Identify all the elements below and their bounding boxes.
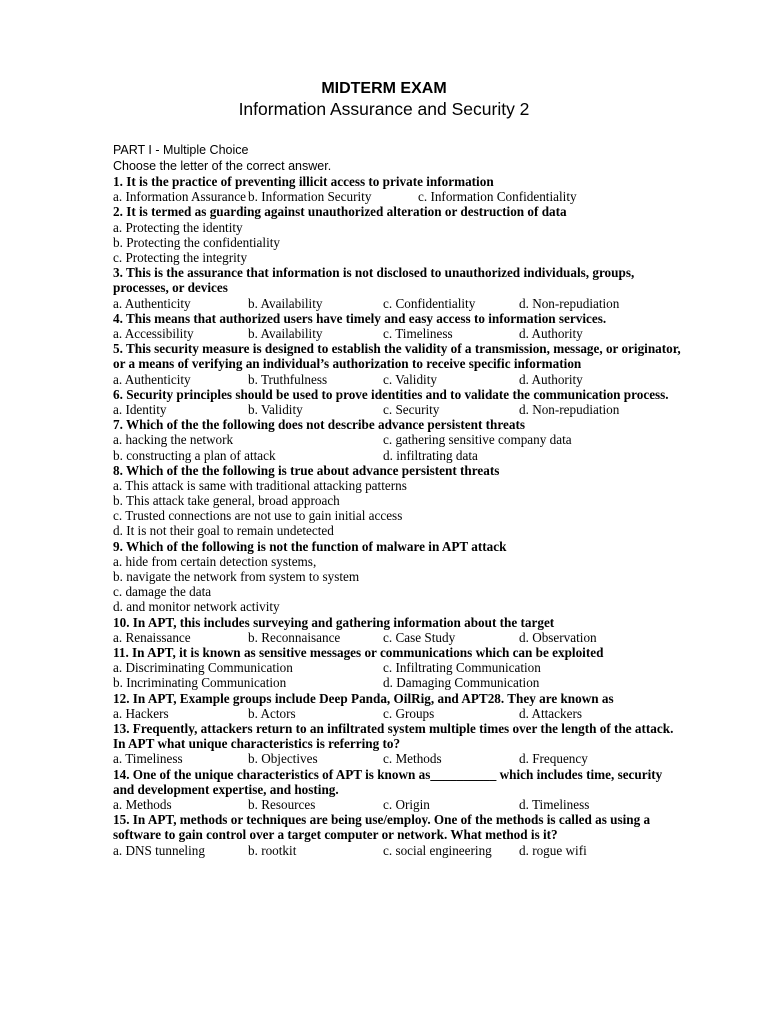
answer-option: c. Confidentiality <box>383 295 476 311</box>
part-heading: PART I - Multiple Choice <box>113 143 249 157</box>
answer-row <box>113 797 683 812</box>
answer-row <box>113 599 683 614</box>
answer-row <box>113 751 683 766</box>
answer-row <box>113 432 683 447</box>
question-item <box>113 265 683 311</box>
answer-row <box>113 478 683 493</box>
question-item <box>113 387 683 417</box>
answer-option: b. Availability <box>248 295 323 311</box>
answer-option: d. Authority <box>519 325 583 341</box>
answer-row <box>113 448 683 463</box>
answer-row <box>113 554 683 569</box>
answer-row <box>113 372 683 387</box>
answer-row <box>113 220 683 235</box>
answer-row <box>113 326 683 341</box>
question-item <box>113 417 683 463</box>
answer-option: d. Frequency <box>519 751 588 767</box>
question-item <box>113 615 683 645</box>
answer-option: a. Authenticity <box>113 371 191 387</box>
question-text: 14. One of the unique characteristics of APT is known as__________ which includes time, security and development expertise, and hosting. <box>113 766 663 797</box>
answer-option: a. hide from certain detection systems, <box>113 553 317 569</box>
answer-option: b. Truthfulness <box>248 371 328 387</box>
answer-option: a. Identity <box>113 401 167 417</box>
answer-option: b. Protecting the confidentiality <box>113 234 281 250</box>
question-item <box>113 341 683 387</box>
question-text: 10. In APT, this includes surveying and gathering information about the target <box>113 614 555 630</box>
question-text: 1. It is the practice of preventing illicit access to private information <box>113 174 494 189</box>
answer-option: b. Resources <box>248 796 316 812</box>
answer-option: b. Objectives <box>248 751 318 767</box>
answer-option: c. damage the data <box>113 584 212 600</box>
answer-option: b. constructing a plan of attack <box>113 447 276 463</box>
question-text: 9. Which of the following is not the function of malware in APT attack <box>113 538 507 554</box>
answer-option: d. It is not their goal to remain undetected <box>113 523 334 539</box>
answer-row <box>113 508 683 523</box>
answer-option: b. navigate the network from system to system <box>113 569 360 585</box>
answer-row <box>113 189 683 204</box>
answer-option: c. Origin <box>383 796 430 812</box>
answer-option: d. Attackers <box>519 705 582 721</box>
question-item <box>113 311 683 341</box>
answer-option: a. Authenticity <box>113 295 191 311</box>
question-item <box>113 539 683 615</box>
question-text: 3. This is the assurance that information is not disclosed to unauthorized individuals, groups, processes, or devices <box>113 265 635 296</box>
answer-option: c. Security <box>383 401 440 417</box>
question-text: 7. Which of the the following does not describe advance persistent threats <box>113 417 525 433</box>
question-text: 4. This means that authorized users have timely and easy access to information services. <box>113 310 607 326</box>
question-item <box>113 463 683 539</box>
answer-row <box>113 843 683 858</box>
question-item <box>113 812 683 858</box>
answer-option: c. gathering sensitive company data <box>383 432 572 448</box>
question-item <box>113 174 683 204</box>
exam-subtitle: Information Assurance and Security 2 <box>238 99 530 119</box>
part-instruction: Choose the letter of the correct answer. <box>113 159 332 173</box>
answer-row <box>113 569 683 584</box>
answer-option: c. Trusted connections are not use to gain initial access <box>113 508 403 524</box>
answer-option: d. infiltrating data <box>383 447 478 463</box>
answer-option: d. Damaging Communication <box>383 675 540 691</box>
answer-option: a. Accessibility <box>113 325 194 341</box>
answer-option: c. Methods <box>383 751 442 767</box>
answer-option: a. Discriminating Communication <box>113 660 293 676</box>
question-text: 2. It is termed as guarding against unauthorized alteration or destruction of data <box>113 204 567 220</box>
answer-option: a. Timeliness <box>113 751 183 767</box>
answer-option: a. Renaissance <box>113 629 191 645</box>
answer-option: b. rootkit <box>248 842 297 858</box>
answer-option: b. Validity <box>248 401 303 417</box>
answer-option: c. Validity <box>383 371 437 387</box>
answer-option: a. hacking the network <box>113 432 234 448</box>
answer-option: d. rogue wifi <box>519 842 587 858</box>
answer-option: d. Non-repudiation <box>519 295 620 311</box>
question-text: 13. Frequently, attackers return to an infiltrated system multiple times over the length of the attack. In APT what unique characteristics is referring to? <box>113 720 674 752</box>
answer-option: d. and monitor network activity <box>113 599 280 615</box>
answer-option: c. Case Study <box>383 629 456 645</box>
answer-option: c. Information Confidentiality <box>418 189 577 205</box>
answer-option: a. Hackers <box>113 705 169 721</box>
answer-option: d. Non-repudiation <box>519 401 620 417</box>
answer-option: b. Reconnaisance <box>248 629 341 645</box>
question-list <box>113 174 683 858</box>
answer-row <box>113 523 683 538</box>
answer-option: d. Timeliness <box>519 796 590 812</box>
question-text: 15. In APT, methods or techniques are being use/employ. One of the methods is called as using a software to gain control over a target computer or network. What method is it? <box>113 812 651 843</box>
answer-option: a. DNS tunneling <box>113 842 205 858</box>
question-item <box>113 721 683 767</box>
answer-option: c. Groups <box>383 705 435 721</box>
answer-row <box>113 493 683 508</box>
answer-row <box>113 706 683 721</box>
question-item <box>113 691 683 721</box>
answer-option: c. Timeliness <box>383 325 453 341</box>
exam-title: MIDTERM EXAM <box>321 80 447 97</box>
answer-row <box>113 630 683 645</box>
question-text: 11. In APT, it is known as sensitive messages or communications which can be exploited <box>113 645 604 660</box>
question-text: 12. In APT, Example groups include Deep Panda, OilRig, and APT28. They are known as <box>113 690 614 706</box>
answer-row <box>113 660 683 675</box>
answer-option: c. Protecting the integrity <box>113 249 248 265</box>
answer-row <box>113 296 683 311</box>
answer-row <box>113 402 683 417</box>
answer-option: a. This attack is same with traditional attacking patterns <box>113 477 407 493</box>
question-text: 6. Security principles should be used to prove identities and to validate the communication process. <box>113 386 669 402</box>
answer-row <box>113 235 683 250</box>
answer-option: d. Observation <box>519 629 597 645</box>
answer-option: b. Information Security <box>248 189 372 205</box>
answer-option: b. This attack take general, broad approach <box>113 493 340 509</box>
question-text: 5. This security measure is designed to establish the validity of a transmission, message, or originator, or a means of verifying an individual’s authorization to receive specific information <box>113 341 681 372</box>
answer-row <box>113 250 683 265</box>
answer-option: b. Incriminating Communication <box>113 675 287 691</box>
answer-option: b. Availability <box>248 325 323 341</box>
answer-row <box>113 675 683 690</box>
answer-option: a. Information Assurance <box>113 189 246 205</box>
answer-option: a. Methods <box>113 796 172 812</box>
answer-option: b. Actors <box>248 705 296 721</box>
answer-option: c. social engineering <box>383 842 492 858</box>
answer-option: c. Infiltrating Communication <box>383 660 541 676</box>
question-item <box>113 645 683 691</box>
answer-option: d. Authority <box>519 371 583 387</box>
part-header <box>113 142 331 174</box>
question-text: 8. Which of the the following is true about advance persistent threats <box>113 462 500 478</box>
question-item <box>113 767 683 813</box>
answer-option: a. Protecting the identity <box>113 219 243 235</box>
answer-row <box>113 584 683 599</box>
question-item <box>113 204 683 265</box>
